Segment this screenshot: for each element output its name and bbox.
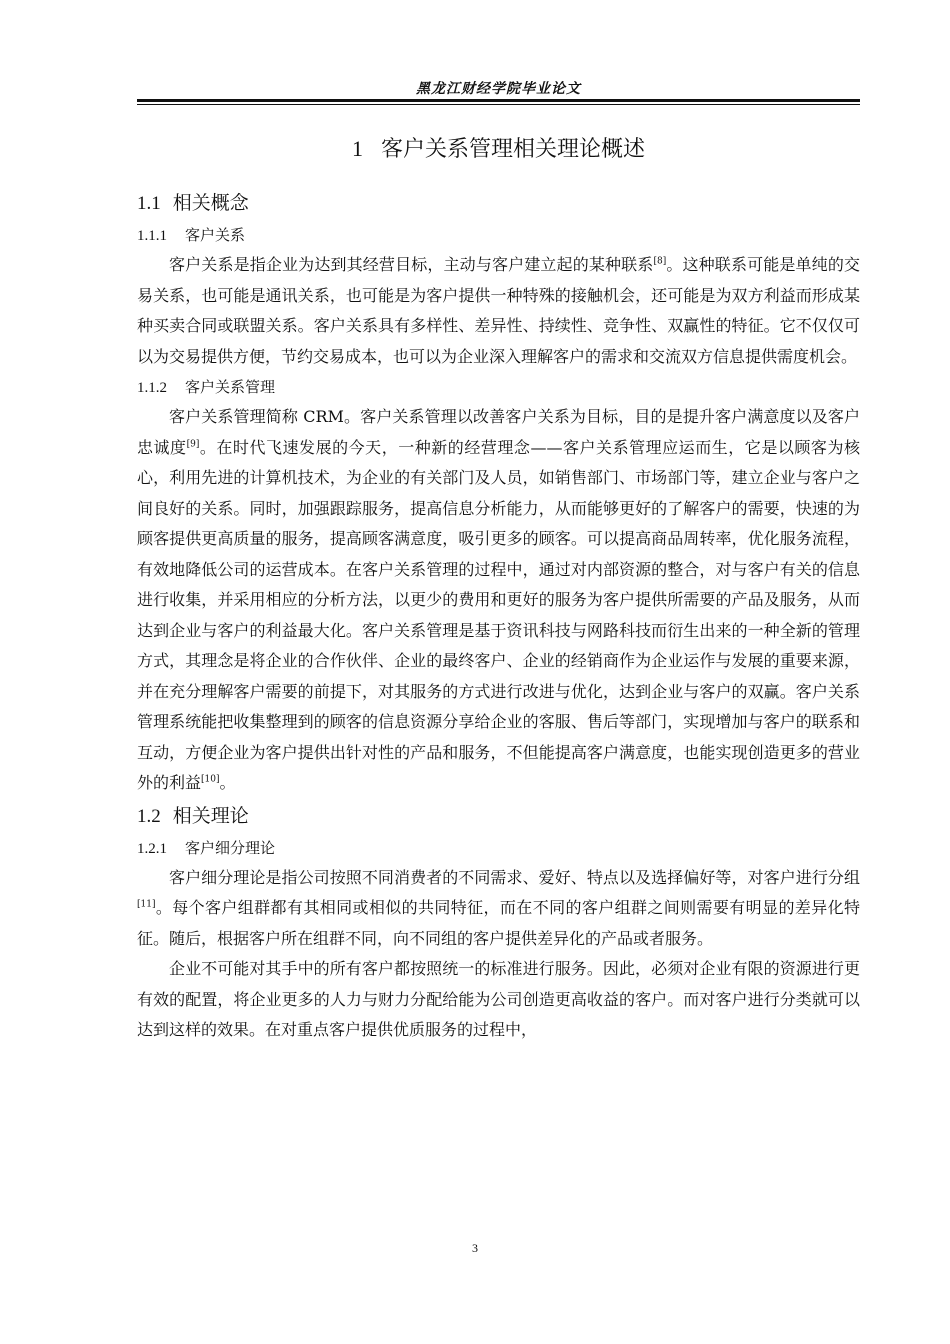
citation-ref: [10] <box>201 774 220 785</box>
running-header: 黑龙江财经学院毕业论文 <box>416 81 581 97</box>
subsection-title: 客户关系管理 <box>185 378 276 396</box>
subsection-number: 1.1.2 <box>137 380 167 396</box>
citation-ref: [11] <box>137 899 156 910</box>
citation-ref: [8] <box>653 256 667 267</box>
subsection-heading-1-2-1 <box>137 833 860 863</box>
paragraph-customer-relationship <box>137 250 860 372</box>
section-heading-1-2 <box>137 799 860 833</box>
header-rule-thick <box>137 99 860 102</box>
chapter-title: 客户关系管理相关理论概述 <box>380 137 645 162</box>
header-rule-thin <box>137 104 860 105</box>
subsection-heading-1-1-1 <box>137 220 860 250</box>
chapter-number: 1 <box>351 136 363 161</box>
paragraph-crm <box>137 402 860 799</box>
subsection-number: 1.2.1 <box>137 840 167 857</box>
subsection-number: 1.1.1 <box>137 228 167 244</box>
section-title: 相关理论 <box>172 804 249 827</box>
section-heading-1-1 <box>137 186 860 220</box>
page-number: 3 <box>472 1241 478 1255</box>
chapter-heading <box>137 130 860 168</box>
subsection-title: 客户细分理论 <box>185 838 276 857</box>
page-content <box>137 130 860 1046</box>
paragraph-text: 。每个客户组群都有其相同或相似的共同特征，而在不同的客户组群之间则需要有明显的差异化特征。随后，根据客户所在组群不同，向不同组的客户提供差异化的产品或者服务。 <box>137 898 860 948</box>
paragraph-text: 。在时代飞速发展的今天，一种新的经营理念——客户关系管理应运而生，它是以顾客为核心，利用先进的计算机技术，为企业的有关部门及人员，如销售部门、市场部门等，建立企业与客户之间良好的关系。同时，加强跟踪服务，提高信息分析能力，从而能够更好的了解客户的需要，快速的为顾客提供更高质量的服务，提高顾客满意度，吸引更多的顾客。可以提高商品周转率，优化服务流程，有效地降低公司的运营成本。在客户关系管理的过程中，通过对内部资源的整合，对与客户有关的信息进行收集，并采用相应的分析方法，以更少的费用和更好的服务为客户提供所需要的产品及服务，从而达到企业与客户的利益最大化。客户关系管理是基于资讯科技与网路科技而衍生出来的一种全新的管理方式，其理念是将企业的合作伙伴、企业的最终客户、企业的经销商作为企业运作与发展的重要来源，并在充分理解客户需要的前提下，对其服务的方式进行改进与优化，达到企业与客户的双赢。客户关系管理系统能把收集整理到的顾客的信息资源分享给企业的客服、售后等部门，实现增加与客户的联系和互动，方便企业为客户提供出针对性的产品和服务，不但能提高客户满意度，也能实现创造更多的营业外的利益 <box>137 437 860 792</box>
subsection-heading-1-1-2 <box>137 372 860 402</box>
paragraph-text: 。 <box>219 773 236 792</box>
paragraph-text: 客户关系管理简称 CRM。客户关系管理以改善客户关系为目标，目的是提升客户满意度以及客户忠诚度 <box>137 407 860 457</box>
subsection-title: 客户关系 <box>185 226 246 244</box>
paragraph-text: 客户细分理论是指公司按照不同消费者的不同需求、爱好、特点以及选择偏好等，对客户进行分组 <box>169 867 860 887</box>
section-title: 相关概念 <box>172 192 249 214</box>
paragraph-text: 。这种联系可能是单纯的交易关系，也可能是通讯关系，也可能是为客户提供一种特殊的接触机会，还可能是为双方利益而形成某种买卖合同或联盟关系。客户关系具有多样性、差异性、持续性、竞争性、双赢性的特征。它不仅仅可以为交易提供方便，节约交易成本，也可以为企业深入理解客户的需求和交流双方信息提供需度机会。 <box>137 255 860 366</box>
citation-ref: [9] <box>186 439 200 450</box>
paragraph-segmentation <box>137 863 860 955</box>
paragraph-text: 客户关系是指企业为达到其经营目标，主动与客户建立起的某种联系 <box>169 255 654 274</box>
section-number: 1.2 <box>137 805 161 827</box>
section-number: 1.1 <box>137 193 161 214</box>
paragraph-segmentation-2: 企业不可能对其手中的所有客户都按照统一的标准进行服务。因此，必须对企业有限的资源进行更有效的配置，将企业更多的人力与财力分配给能为公司创造更高收益的客户。而对客户进行分类就可以达到这样的效果。在对重点客户提供优质服务的过程中， <box>137 959 860 1039</box>
